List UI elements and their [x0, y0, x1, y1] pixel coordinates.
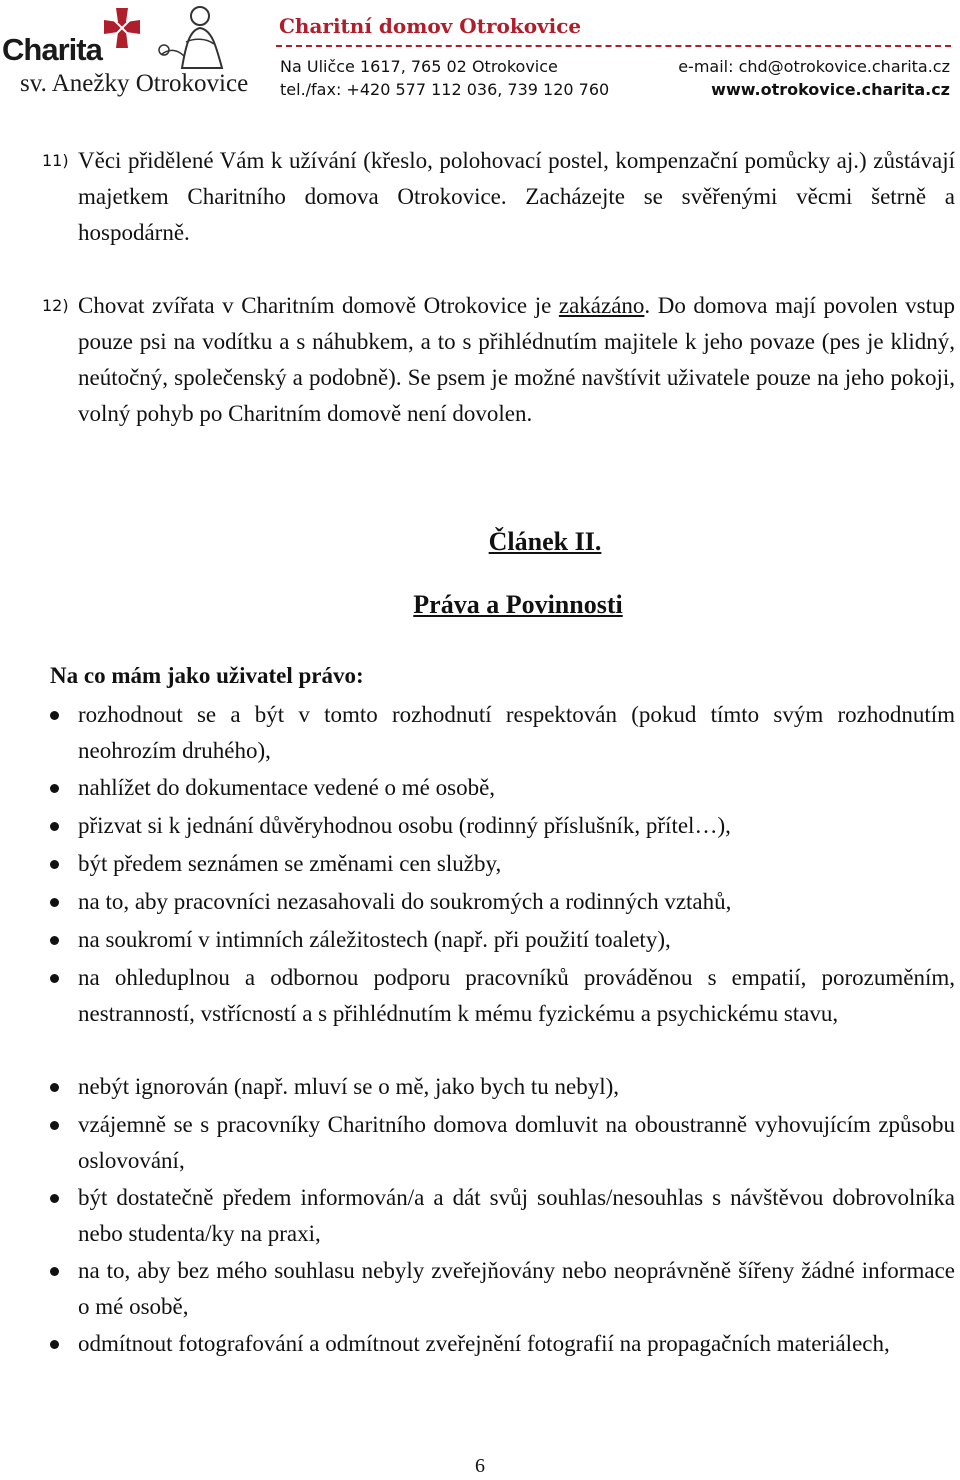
saint-figure-icon [142, 4, 242, 70]
rights-heading: Na co mám jako uživatel právo: [50, 663, 364, 688]
letterhead [0, 0, 960, 110]
list-item: být předem seznámen se změnami cen služby, [78, 851, 502, 876]
bullet-icon [50, 1340, 59, 1349]
list-item: vzájemně se s pracovníky Charitního domova domluvit na oboustranně vyhovujícím způsobu oslovování, [78, 1112, 955, 1173]
list-item: přizvat si k jednání důvěryhodnou osobu (rodinný příslušník, přítel…), [78, 813, 731, 838]
list-item: být dostatečně předem informován/a a dát svůj souhlas/nesouhlas s návštěvou dobrovolníka nebo studenta/ky na praxi, [78, 1185, 955, 1246]
bullet-icon [50, 974, 59, 983]
item-number-11: 11) [42, 151, 69, 170]
bullet-icon [50, 1267, 59, 1276]
email-link[interactable]: e-mail: chd@otrokovice.charita.cz [678, 57, 950, 76]
bullet-icon [50, 1194, 59, 1203]
bullet-icon [50, 936, 59, 945]
bullet-icon [50, 1121, 59, 1130]
list-item: na ohleduplnou a odbornou podporu pracovníků prováděnou s empatií, porozuměním, nestranností, vstřícností a s přihlédnutím k mému fyzickému a psychickému stavu, [78, 965, 955, 1026]
list-item: odmítnout fotografování a odmítnout zveřejnění fotografií na propagačních materiálech, [78, 1331, 890, 1356]
list-item: rozhodnout se a být v tomto rozhodnutí respektován (pokud tímto svým rozhodnutím neohrozím druhého), [78, 702, 955, 763]
address: Na Uličce 1617, 765 02 Otrokovice [280, 57, 558, 76]
bullet-icon [50, 860, 59, 869]
bullet-icon [50, 711, 59, 720]
item-12-text [78, 288, 955, 432]
list-item: nahlížet do dokumentace vedené o mé osobě, [78, 775, 496, 800]
cross-icon [100, 6, 144, 50]
list-item: nebýt ignorován (např. mluví se o mě, jako bych tu nebyl), [78, 1074, 620, 1099]
item-11-text: Věci přidělené Vám k užívání (křeslo, polohovací postel, kompenzační pomůcky aj.) zůstávají majetkem Charitního domova Otrokovice. Zacházejte se svěřenými věcmi šetrně a hospodárně. [78, 148, 955, 245]
list-item: na to, aby bez mého souhlasu nebyly zveřejňovány nebo neoprávněně šířeny žádné informace o mé osobě, [78, 1258, 955, 1319]
bullet-icon [50, 1083, 59, 1092]
bullet-icon [50, 784, 59, 793]
article-title: Článek II. [488, 527, 602, 556]
bullet-icon [50, 822, 59, 831]
logo-wordmark: Charita [2, 32, 102, 67]
phone: tel./fax: +420 577 112 036, 739 120 760 [280, 80, 610, 99]
website-link[interactable]: www.otrokovice.charita.cz [711, 80, 950, 99]
logo-subtitle: sv. Anežky Otrokovice [20, 70, 249, 97]
item-number-12: 12) [42, 296, 69, 315]
item-12-text-end: . Do domova mají povolen vstup pouze psi na vodítku a s náhubkem, a to s přihlédnutím majitele k jeho povaze (pes je klidný, neútočný, společenský a podobně). Se psem je možné navštívit uživatele pouze na jeho pokoji, volný pohyb po Charitním domově není dovolen. [78, 293, 956, 426]
page-number: 6 [475, 1455, 485, 1477]
list-item: na soukromí v intimních záležitostech (např. při použití toalety), [78, 927, 671, 952]
header-divider [276, 45, 951, 47]
item-12-underlined-word: zakázáno [558, 293, 645, 318]
charita-logo [2, 2, 257, 102]
bullet-icon [50, 898, 59, 907]
item-12-text-start: Chovat zvířata v Charitním domově Otrokovice je [78, 293, 559, 318]
article-subtitle: Práva a Povinnosti [413, 590, 623, 619]
list-item: na to, aby pracovníci nezasahovali do soukromých a rodinných vztahů, [78, 889, 732, 914]
organization-name: Charitní domov Otrokovice [279, 14, 582, 38]
